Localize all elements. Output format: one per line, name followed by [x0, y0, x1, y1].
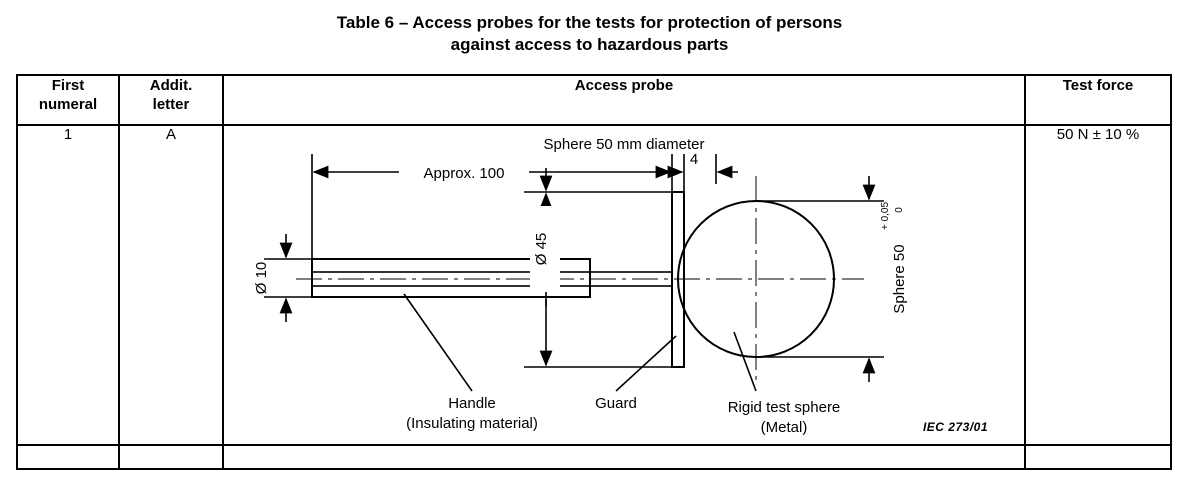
header-addit-letter: [119, 75, 223, 125]
dim-sphere-50: Sphere 50: [891, 244, 908, 314]
label-rigid-test-sphere-sub: (Metal): [760, 419, 808, 436]
page-title: [0, 0, 1179, 56]
header-access-probe: Access probe: [223, 75, 1025, 125]
cell-addit-letter-empty: [119, 445, 223, 469]
header-first-numeral-line-1: First: [51, 77, 85, 94]
table-row: [17, 125, 1171, 445]
table-row-empty: [17, 445, 1171, 469]
header-test-force: Test force: [1025, 75, 1171, 125]
cell-access-probe: [223, 125, 1025, 445]
header-first-numeral: [17, 75, 119, 125]
probe-caption: Sphere 50 mm diameter: [543, 136, 705, 153]
dim-approx-100: Approx. 100: [423, 165, 505, 182]
dim-diameter-45: Ø 45: [533, 232, 550, 266]
header-addit-letter-line-1: Addit.: [149, 77, 193, 94]
dim-sphere-tolerance-upper: + 0,05: [880, 201, 891, 231]
page-title-line-2: against access to hazardous parts: [450, 35, 729, 54]
cell-test-force: 50 N ± 10 %: [1025, 125, 1171, 445]
iec-reference: IEC 273/01: [922, 420, 988, 434]
page-title-line-1: Table 6 – Access probes for the tests for protection of persons: [336, 13, 843, 32]
cell-addit-letter: A: [119, 125, 223, 445]
dim-4-label: 4: [689, 154, 699, 168]
header-first-numeral-line-2: numeral: [38, 96, 98, 113]
label-guard: Guard: [595, 395, 637, 412]
cell-test-force-empty: [1025, 445, 1171, 469]
dim-sphere-tolerance-lower: 0: [894, 207, 905, 213]
header-addit-letter-line-2: letter: [152, 96, 190, 113]
table-body: [17, 125, 1171, 469]
label-handle: Handle: [448, 395, 496, 412]
label-rigid-test-sphere: Rigid test sphere: [727, 399, 841, 416]
probe-technical-drawing: [224, 154, 1024, 442]
access-probe-table: [16, 74, 1172, 470]
access-probe-table-wrapper: [16, 74, 1164, 470]
cell-access-probe-empty: [223, 445, 1025, 469]
table-header: [17, 75, 1171, 125]
cell-first-numeral-empty: [17, 445, 119, 469]
label-handle-sub: (Insulating material): [406, 415, 538, 432]
cell-first-numeral: 1: [17, 125, 119, 445]
table-header-row: [17, 75, 1171, 125]
dim-diameter-10: Ø 10: [253, 261, 270, 295]
